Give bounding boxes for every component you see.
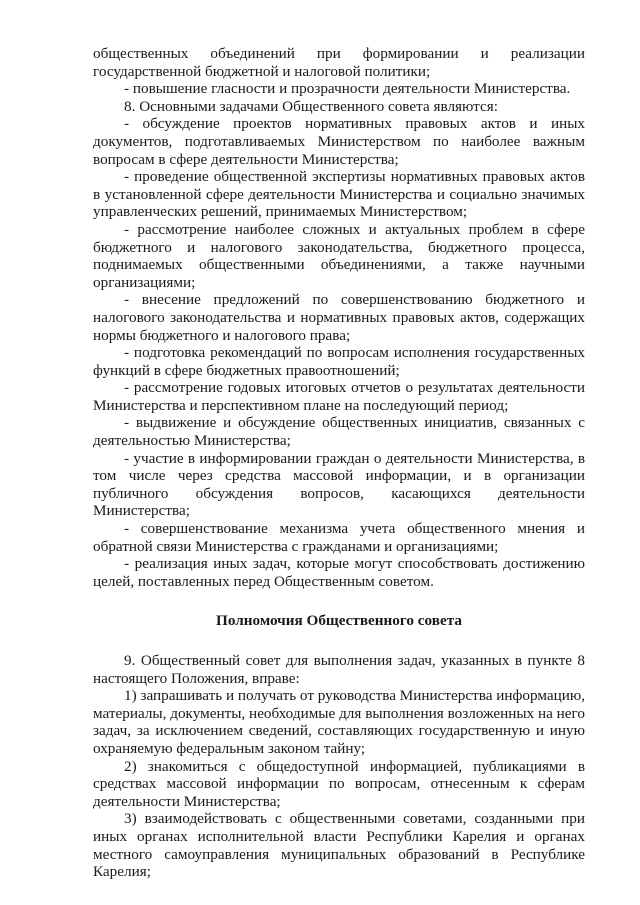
- paragraph: - внесение предложений по совершенствованию бюджетного и налогового законодательства и нормативных правовых актов, содержащих нормы бюджетного и налогового права;: [93, 291, 585, 344]
- paragraph: - повышение гласности и прозрачности деятельности Министерства.: [124, 80, 571, 98]
- paragraph: - реализация иных задач, которые могут способствовать достижению целей, поставленных перед Общественным советом.: [93, 555, 585, 590]
- paragraph: 3) взаимодействовать с общественными советами, созданными при иных органах исполнительной власти Республики Карелия и органах местного самоуправления муниципальных образований в Республике Карелия;: [93, 810, 585, 881]
- paragraph: - рассмотрение наиболее сложных и актуальных проблем в сфере бюджетного и налогового законодательства, бюджетного процесса, поднимаемых общественными объединениями, а также научными организациями;: [93, 220, 585, 291]
- paragraph: 8. Основными задачами Общественного совета являются:: [124, 97, 498, 115]
- paragraph: общественных объединений при формировании и реализации государственной бюджетной и налоговой политики;: [93, 45, 585, 80]
- paragraph: - совершенствование механизма учета общественного мнения и обратной связи Министерства с гражданами и организациями;: [93, 520, 585, 555]
- paragraph: - проведение общественной экспертизы нормативных правовых актов в установленной сфере деятельности Министерства и социально значимых управленческих решений, принимаемых Министерством;: [93, 168, 585, 221]
- section-heading: Полномочия Общественного совета: [216, 612, 462, 630]
- paragraph: - подготовка рекомендаций по вопросам исполнения государственных функций в сфере бюджетных правоотношений;: [93, 344, 585, 379]
- document-body: [93, 45, 585, 881]
- paragraph: - участие в информировании граждан о деятельности Министерства, в том числе через средства массовой информации, и в организации публичного обсуждения вопросов, касающихся деятельности Министерства;: [93, 449, 585, 520]
- paragraph: - рассмотрение годовых итоговых отчетов о результатах деятельности Министерства и перспективном плане на последующий период;: [93, 379, 585, 414]
- paragraph: - выдвижение и обсуждение общественных инициатив, связанных с деятельностью Министерства;: [93, 414, 585, 450]
- paragraph: - обсуждение проектов нормативных правовых актов и иных документов, подготавливаемых Министерством по наиболее важным вопросам в сфере деятельности Министерства;: [93, 115, 585, 168]
- paragraph: 9. Общественный совет для выполнения задач, указанных в пункте 8 настоящего Положения, вправе:: [93, 652, 585, 687]
- paragraph: 1) запрашивать и получать от руководства Министерства информацию, материалы, документы, необходимые для выполнения возложенных на него задач, за исключением сведений, составляющих государственную и иную охраняемую федеральным законом тайну;: [93, 687, 585, 757]
- paragraph: 2) знакомиться с общедоступной информацией, публикациями в средствах массовой информации по вопросам, отнесенным к сферам деятельности Министерства;: [93, 757, 585, 810]
